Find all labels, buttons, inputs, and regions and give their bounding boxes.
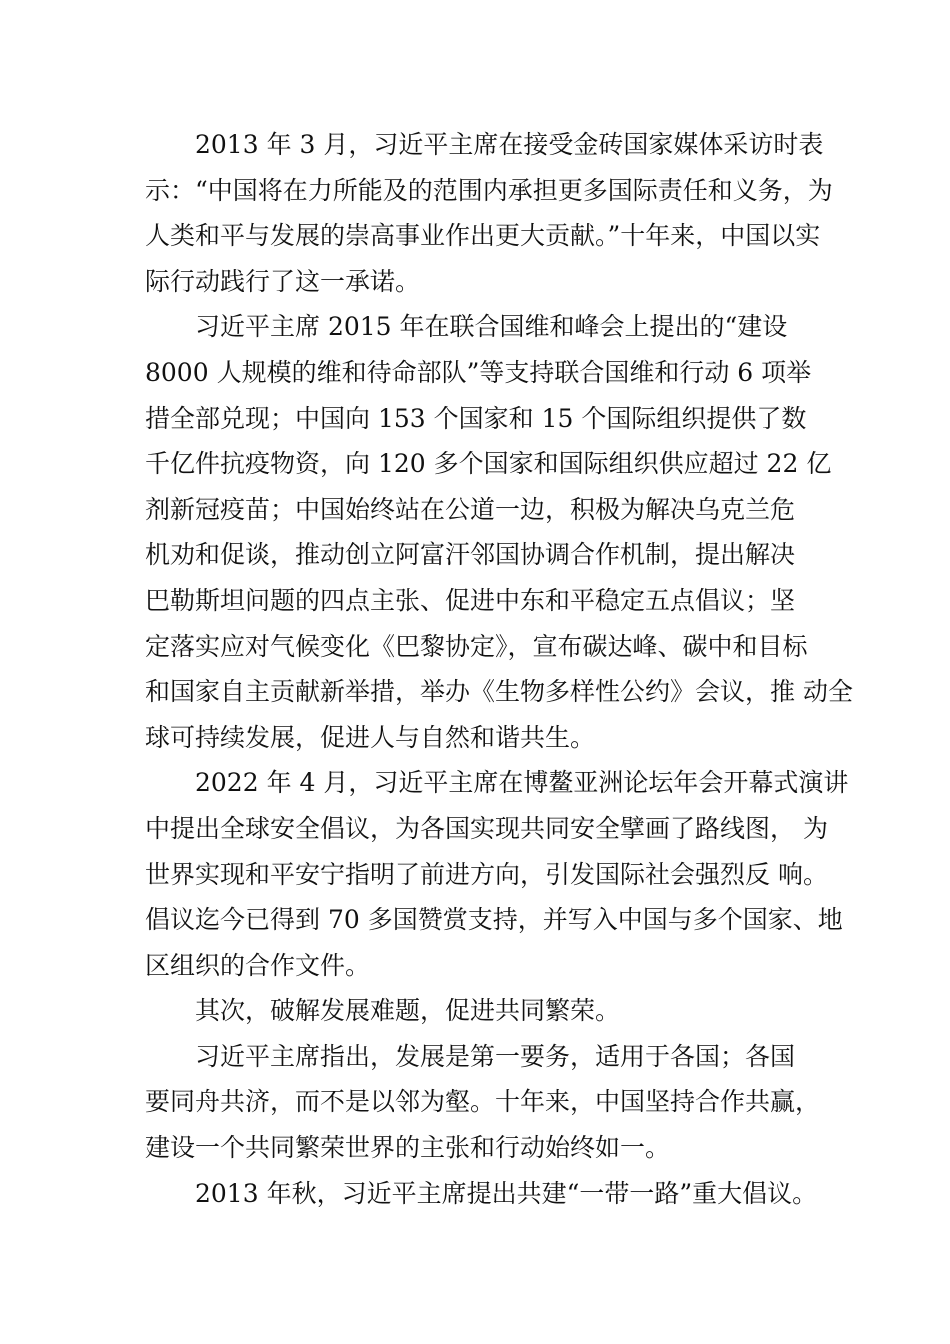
text-line: 剂新冠疫苗；中国始终站在公道一边，积极为解决乌克兰危 bbox=[145, 494, 796, 524]
text-line: 和国家自主贡献新举措，举办《生物多样性公约》会议，推 动全 bbox=[145, 677, 853, 707]
text-line: 要同舟共济，而不是以邻为壑。十年来，中国坚持合作共赢， bbox=[145, 1087, 821, 1117]
text-line: 中提出全球安全倡议，为各国实现共同安全擘画了路线图， 为 bbox=[145, 813, 828, 843]
text-line: 区组织的合作文件。 bbox=[145, 950, 371, 980]
article-body bbox=[145, 122, 853, 1216]
paragraph-section-heading bbox=[145, 988, 810, 1034]
text-line: 2022 年 4 月，习近平主席在博鳌亚洲论坛年会开幕式演讲 bbox=[195, 768, 849, 798]
text-line: 巴勒斯坦问题的四点主张、促进中东和平稳定五点倡议；坚 bbox=[145, 585, 796, 615]
text-line: 际行动践行了这一承诺。 bbox=[145, 266, 421, 296]
paragraph-development bbox=[145, 1034, 821, 1171]
text-line: 机劝和促谈，推动创立阿富汗邻国协调合作机制，提出解决 bbox=[145, 540, 796, 570]
text-line: 建设一个共同繁荣世界的主张和行动始终如一。 bbox=[145, 1133, 671, 1163]
text-line: 定落实应对气候变化《巴黎协定》，宣布碳达峰、碳中和目标 bbox=[145, 631, 808, 661]
text-line: 世界实现和平安宁指明了前进方向，引发国际社会强烈反 响。 bbox=[145, 859, 828, 889]
text-line: 2013 年 3 月，习近平主席在接受金砖国家媒体采访时表 bbox=[195, 130, 824, 159]
text-line: 8000 人规模的维和待命部队”等支持联合国维和行动 6 项举 bbox=[145, 357, 812, 387]
text-line: 倡议迄今已得到 70 多国赞赏支持，并写入中国与多个国家、地 bbox=[145, 905, 843, 935]
text-line: 人类和平与发展的崇高事业作出更大贡献。”十年来，中国以实 bbox=[145, 221, 821, 251]
text-line: 习近平主席 2015 年在联合国维和峰会上提出的“建设 bbox=[195, 312, 788, 342]
text-line: 球可持续发展，促进人与自然和谐共生。 bbox=[145, 722, 596, 752]
paragraph-brics-interview bbox=[145, 122, 833, 304]
text-line: 其次，破解发展难题，促进共同繁荣。 bbox=[195, 996, 621, 1026]
paragraph-global-security bbox=[145, 760, 849, 988]
paragraph-un-peacekeeping bbox=[145, 304, 853, 760]
text-line: 措全部兑现；中国向 153 个国家和 15 个国际组织提供了数 bbox=[145, 403, 807, 433]
text-line: 2013 年秋，习近平主席提出共建“一带一路”重大倡议。 bbox=[195, 1178, 818, 1208]
text-line: 习近平主席指出，发展是第一要务，适用于各国；各国 bbox=[195, 1041, 796, 1071]
text-line: 千亿件抗疫物资，向 120 多个国家和国际组织供应超过 22 亿 bbox=[145, 449, 832, 479]
paragraph-belt-and-road bbox=[145, 1171, 818, 1217]
text-line: 示：“中国将在力所能及的范围内承担更多国际责任和义务，为 bbox=[145, 175, 833, 205]
